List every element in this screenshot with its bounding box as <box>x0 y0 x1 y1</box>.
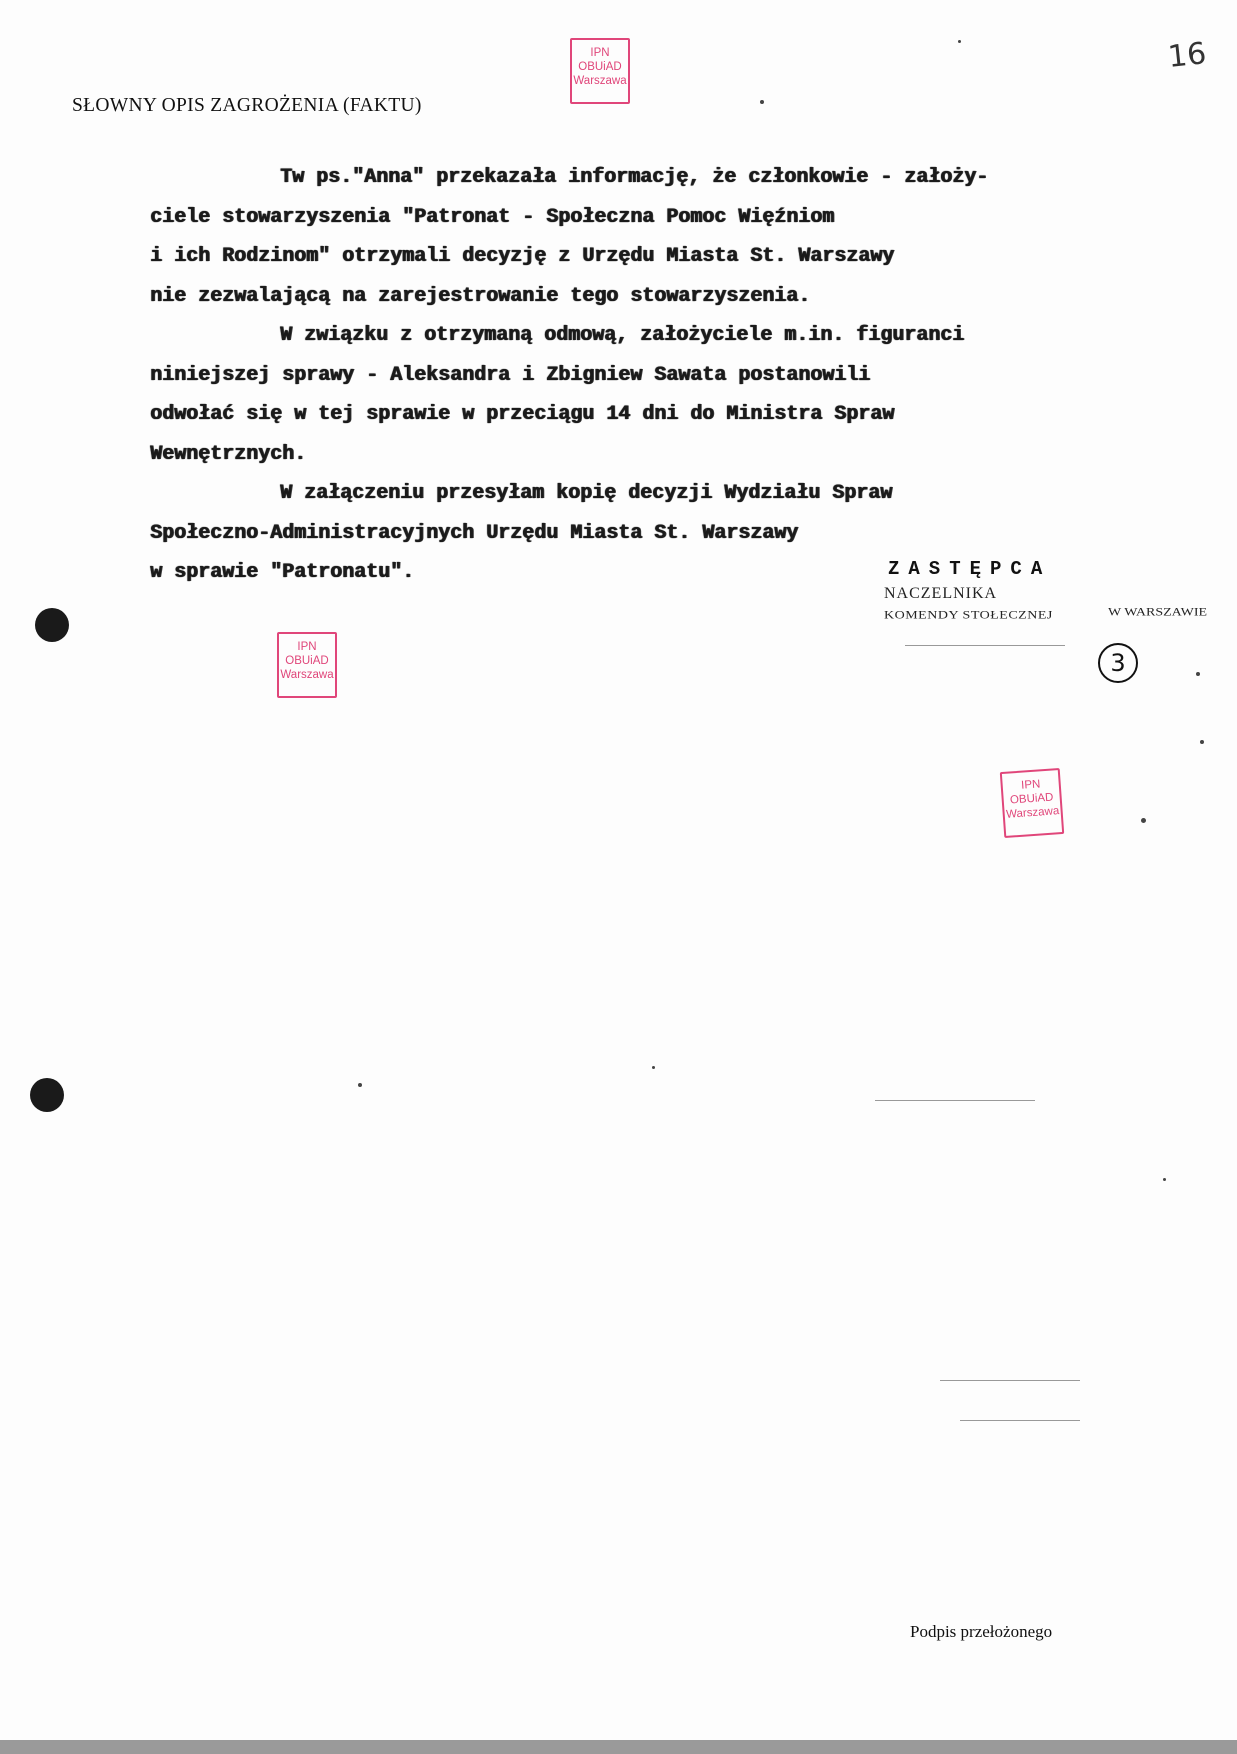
report-line: w sprawie "Patronatu". <box>150 561 415 584</box>
report-line: nie zezwalającą na zarejestrowanie tego stowarzyszenia. <box>150 284 811 308</box>
stamp-line: IPN <box>590 47 610 59</box>
punch-hole <box>35 608 69 642</box>
faint-mark <box>875 1100 1035 1101</box>
faint-mark <box>940 1380 1080 1381</box>
ipn-archive-stamp <box>277 632 337 698</box>
report-body <box>150 158 1230 593</box>
scan-speck <box>1163 1178 1166 1181</box>
scan-speck <box>958 40 961 43</box>
official-stamp-line: KOMENDY STOŁECZNEJ <box>884 609 1053 622</box>
scan-speck <box>1200 740 1204 744</box>
report-line: Wewnętrznych. <box>150 442 307 466</box>
stamp-line: Warszawa <box>1005 805 1060 821</box>
official-stamp-line: W WARSZAWIE <box>1108 606 1208 619</box>
report-line: odwołać się w tej sprawie w przeciągu 14 dni do Ministra Spraw <box>150 403 895 426</box>
stamp-line: Warszawa <box>573 75 627 87</box>
official-stamp-line: NACZELNIKA <box>884 585 998 602</box>
scan-speck <box>652 1066 655 1069</box>
scan-speck <box>1141 818 1146 823</box>
report-line: ciele stowarzyszenia "Patronat - Społeczna Pomoc Więźniom <box>150 205 835 229</box>
faint-mark <box>905 645 1065 646</box>
report-line: Tw ps."Anna" przekazała informację, że członkowie - założy- <box>280 166 989 189</box>
stamp-line: OBUiAD <box>578 61 622 73</box>
report-line: W związku z otrzymaną odmową, założyciele m.in. figuranci <box>280 324 965 347</box>
faint-mark <box>960 1420 1080 1421</box>
report-line: niniejszej sprawy - Aleksandra i Zbigniew Sawata postanowili <box>150 363 871 387</box>
signature-label: Podpis przełożonego <box>910 1622 1053 1641</box>
official-stamp-title: ZASTĘPCA <box>888 558 1052 580</box>
stamp-line: Warszawa <box>280 669 334 681</box>
scan-speck <box>760 100 764 104</box>
scan-edge <box>0 1740 1237 1754</box>
report-line: W załączeniu przesyłam kopię decyzji Wydziału Spraw <box>280 482 893 505</box>
scan-speck <box>358 1083 362 1087</box>
punch-hole <box>30 1078 64 1112</box>
ipn-archive-stamp <box>570 38 630 104</box>
page-number: 16 <box>1166 36 1208 75</box>
circled-annotation: 3 <box>1098 643 1138 683</box>
report-line: Społeczno-Administracyjnych Urzędu Miasta St. Warszawy <box>150 521 799 545</box>
form-title: SŁOWNY OPIS ZAGROŻENIA (FAKTU) <box>72 95 422 116</box>
stamp-line: OBUiAD <box>285 655 329 667</box>
ipn-archive-stamp <box>1000 768 1064 838</box>
report-line: i ich Rodzinom" otrzymali decyzję z Urzędu Miasta St. Warszawy <box>150 245 895 268</box>
stamp-line: IPN <box>1020 778 1041 792</box>
stamp-line: IPN <box>297 641 317 653</box>
scan-speck <box>1196 672 1200 676</box>
stamp-line: OBUiAD <box>1009 791 1054 807</box>
